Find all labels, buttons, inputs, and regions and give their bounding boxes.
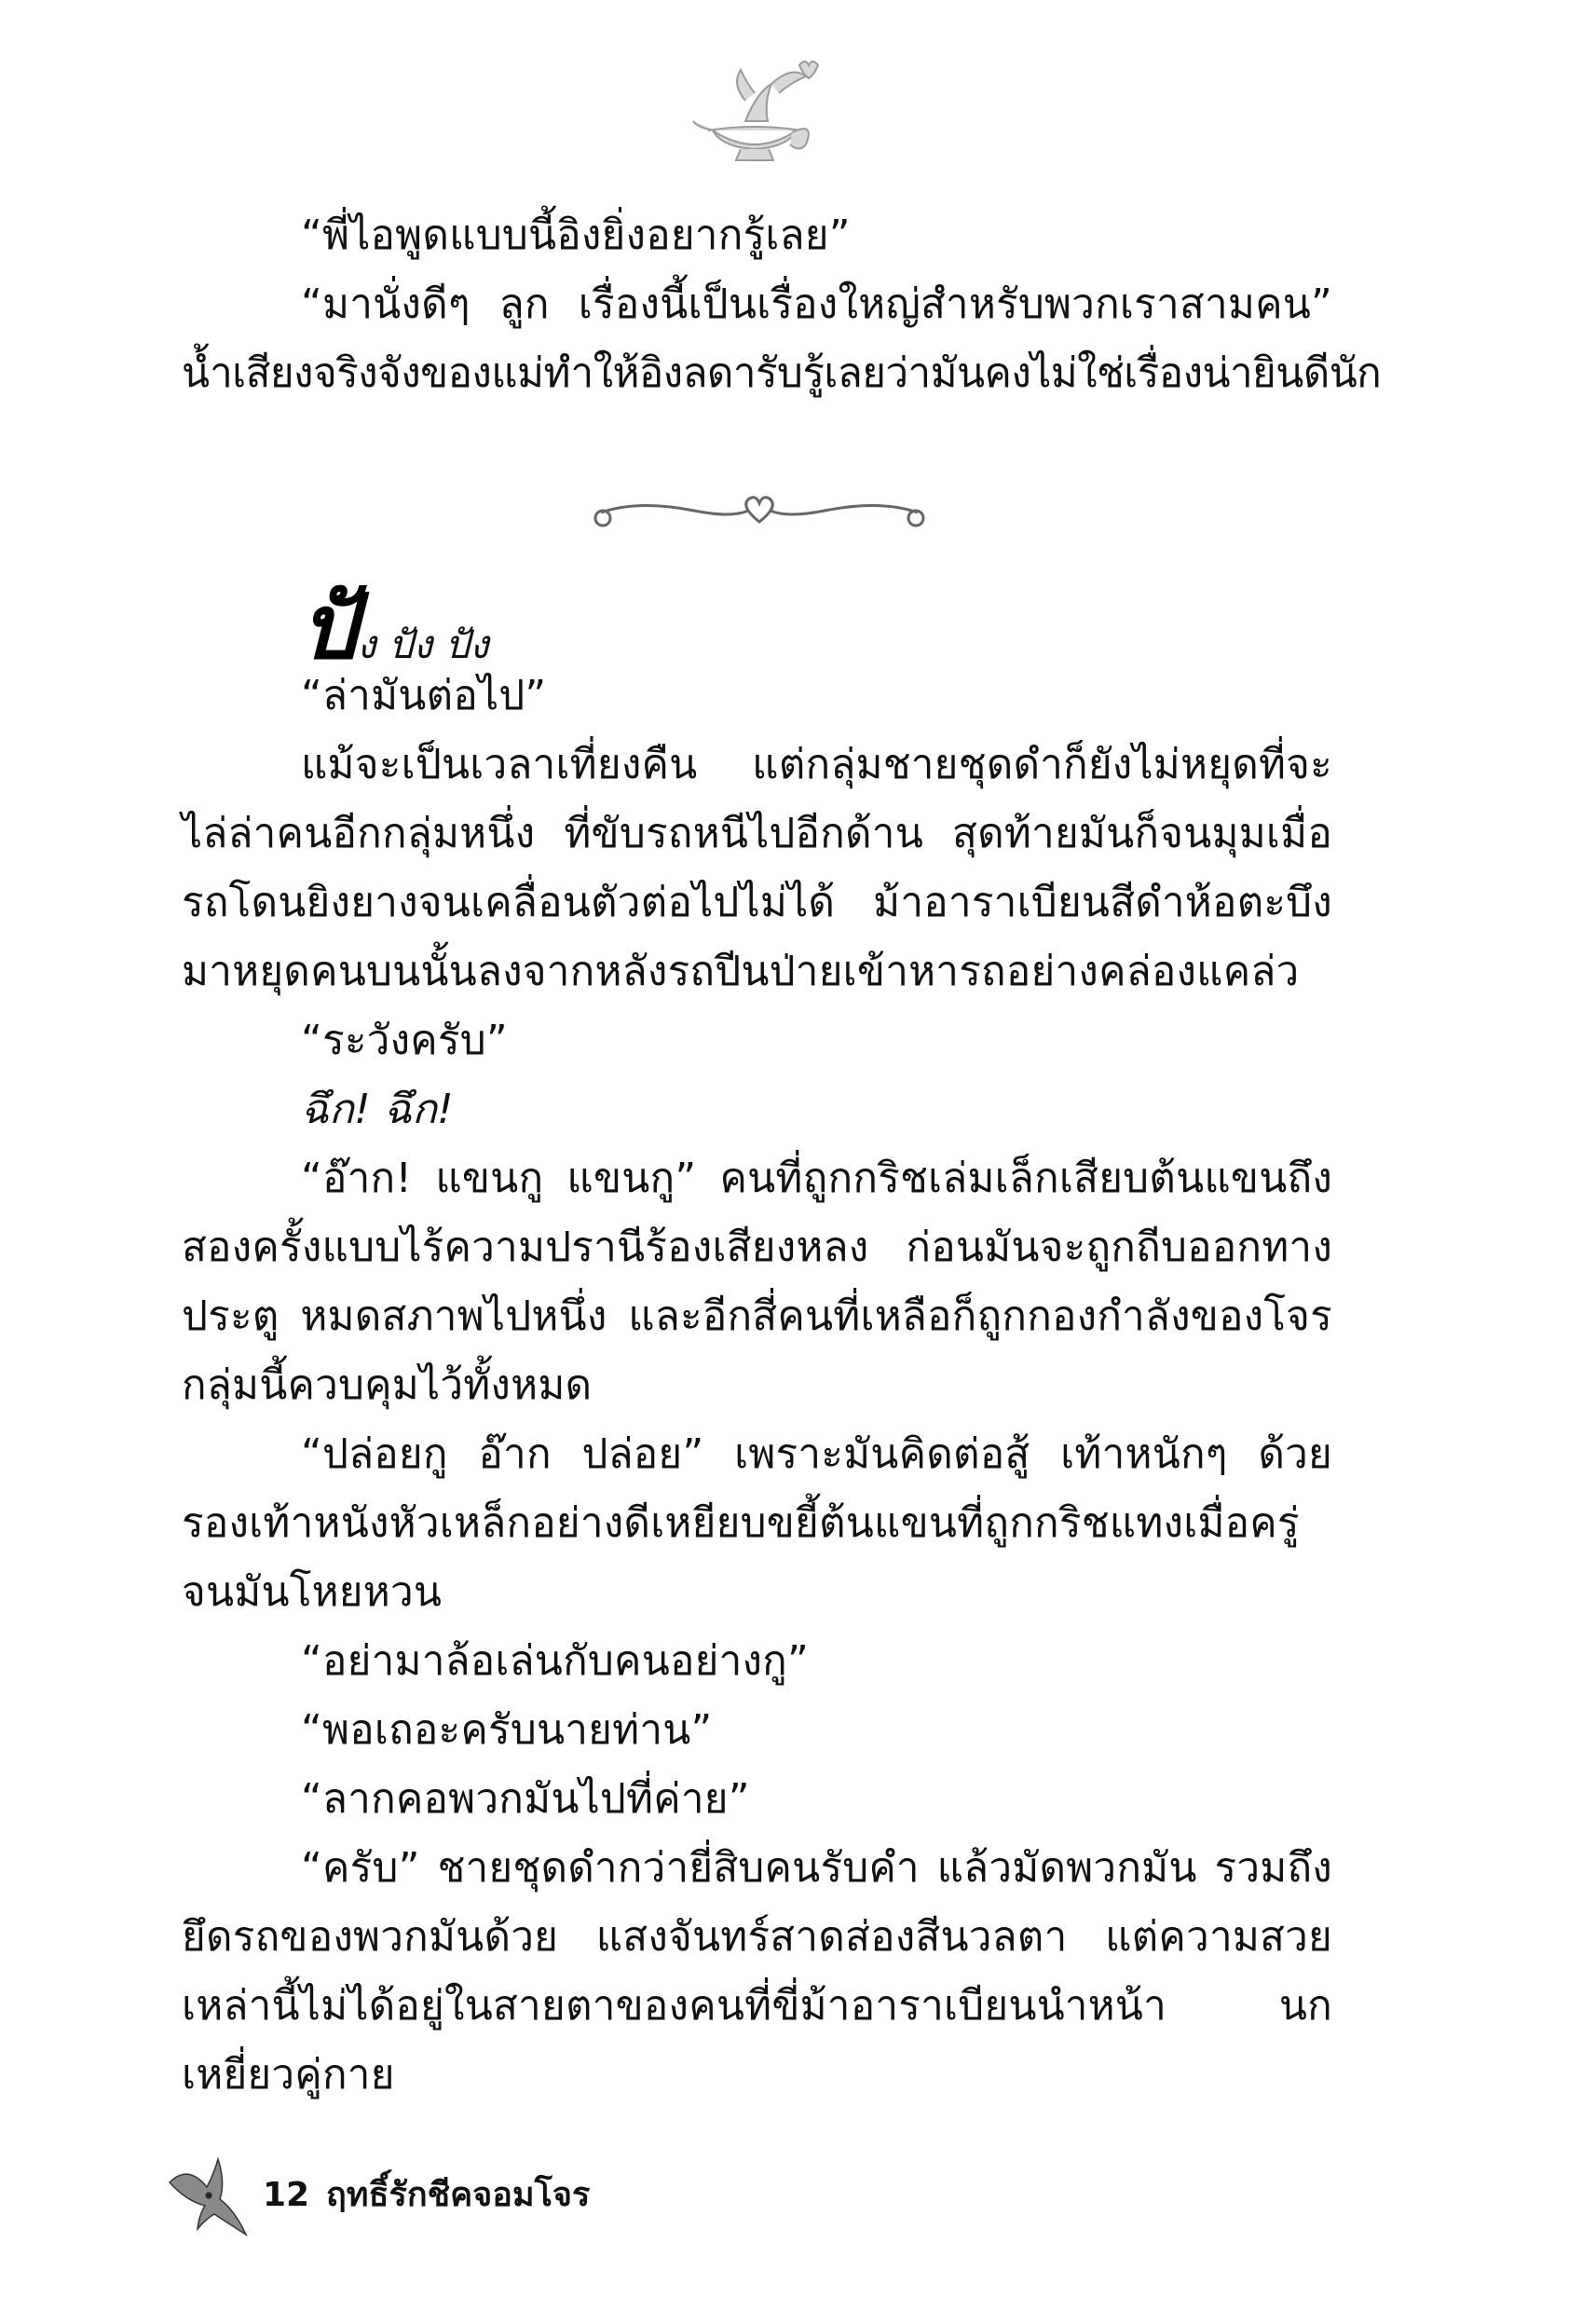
scene-title-rest: ง ปัง ปัง	[356, 622, 489, 667]
dialogue-line: “ระวังครับ”	[301, 1017, 508, 1064]
top-text-block	[182, 201, 1382, 408]
genie-lamp-cupid-icon	[689, 56, 820, 168]
page-footer	[160, 2154, 719, 2238]
sound-effect-line: ฉึก! ฉึก!	[301, 1086, 454, 1133]
dialogue-line: “พอเถอะครับนายท่าน”	[301, 1706, 713, 1754]
page-number: 12	[263, 2176, 310, 2214]
dialogue-line: “ล่ามันต่อไป”	[301, 672, 547, 719]
book-title: ฤทธิ์รักชีคจอมโจร	[326, 2176, 591, 2214]
falcon-icon	[160, 2154, 253, 2238]
main-text-block	[182, 662, 1332, 2110]
narration-line: น้ำเสียงจริงจังของแม่ทำให้อิงลดารับรู้เลยว่ามันคงไม่ใช่เรื่องน่ายินดีนัก	[182, 349, 1382, 397]
scene-title-initial: ปั	[300, 574, 357, 679]
dialogue-line: “มานั่งดีๆ ลูก เรื่องนี้เป็นเรื่องใหญ่สำหรับพวกเราสามคน”	[301, 280, 1332, 328]
scene-divider-ornament	[582, 483, 936, 539]
narration-paragraph: “ปล่อยกู อ๊าก ปล่อย” เพราะมันคิดต่อสู้ เท้าหนักๆ ด้วยรองเท้าหนังหัวเหล็กอย่างดีเหยียบขยี้ต้นแขนที่ถูกกริชแทงเมื่อครู่จนมันโหยหวน	[182, 1430, 1332, 1616]
narration-paragraph: แม้จะเป็นเวลาเที่ยงคืน แต่กลุ่มชายชุดดำก็ยังไม่หยุดที่จะไล่ล่าคนอีกกลุ่มหนึ่ง ที่ขับรถหนีไปอีกด้าน สุดท้ายมันก็จนมุมเมื่อรถโดนยิงยางจนเคลื่อนตัวต่อไปไม่ได้ ม้าอาราเบียนสีดำห้อตะบึงมาหยุดคนบนนั้นลงจากหลังรถปีนป่ายเข้าหารถอย่างคล่องแคล่ว	[182, 741, 1332, 995]
dialogue-line: “พี่ไอพูดแบบนี้อิงยิ่งอยากรู้เลย”	[301, 212, 851, 259]
dialogue-line: “ลากคอพวกมันไปที่ค่าย”	[301, 1775, 750, 1823]
narration-paragraph: “อ๊าก! แขนกู แขนกู” คนที่ถูกกริชเล่มเล็กเสียบต้นแขนถึงสองครั้งแบบไร้ความปรานีร้องเสียงหลง ก่อนมันจะถูกถีบออกทางประตู หมดสภาพไปหนึ่ง และอีกสี่คนที่เหลือก็ถูกกองกำลังของโจรกลุ่มนี้ควบคุมไว้ทั้งหมด	[182, 1155, 1332, 1409]
dialogue-line: “อย่ามาล้อเล่นกับคนอย่างกู”	[301, 1637, 810, 1685]
narration-paragraph: “ครับ” ชายชุดดำกว่ายี่สิบคนรับคำ แล้วมัดพวกมัน รวมถึงยึดรถของพวกมันด้วย แสงจันทร์สาดส่องสีนวลตา แต่ความสวยเหล่านี้ไม่ได้อยู่ในสายตาของคนที่ขี่ม้าอาราเบียนนำหน้า นกเหยี่ยวคู่กาย	[182, 1844, 1332, 2099]
